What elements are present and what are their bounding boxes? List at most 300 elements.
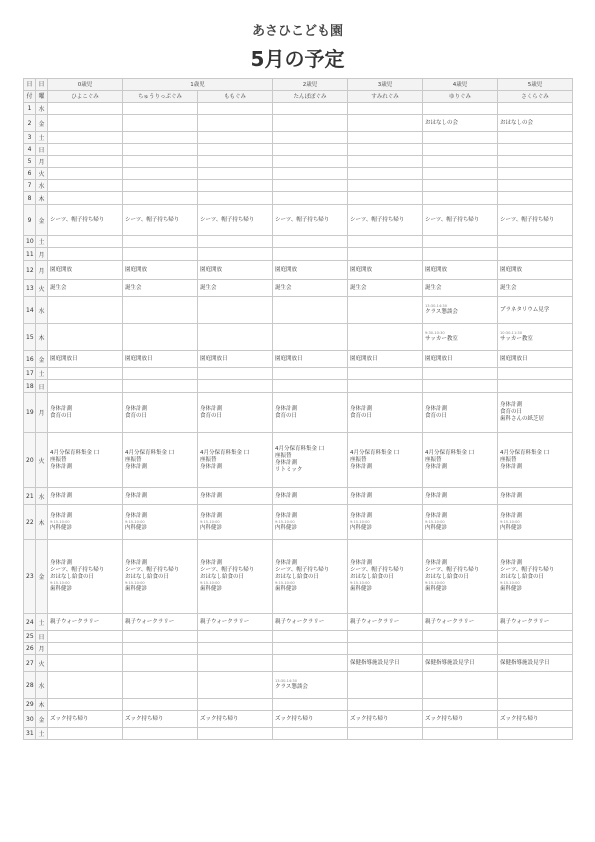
schedule-cell <box>423 368 498 380</box>
schedule-cell <box>498 711 573 728</box>
day-row <box>24 103 573 115</box>
event-text: 親子ウォークラリー <box>500 618 550 625</box>
schedule-cell <box>423 614 498 631</box>
schedule-cell <box>273 488 348 505</box>
event-time: 13:30-14:30 <box>425 304 448 308</box>
day-row <box>24 655 573 672</box>
schedule-cell <box>48 380 123 393</box>
event-text: 歯科さんの紙芝居 <box>500 416 545 422</box>
event-text: シーツ、帽子持ち帰り <box>125 567 180 573</box>
schedule-cell <box>348 132 423 144</box>
weekday: 金 <box>36 351 48 368</box>
event-text: 身体計測 <box>50 463 73 470</box>
event-text: おはなし給食の日 <box>500 574 545 580</box>
schedule-cell <box>498 324 573 351</box>
event-text: 園庭開放日 <box>200 355 228 362</box>
event-text: おはなし給食の日 <box>350 574 395 580</box>
weekday: 土 <box>36 132 48 144</box>
schedule-cell <box>198 380 273 393</box>
schedule-cell <box>198 248 273 261</box>
schedule-cell <box>423 324 498 351</box>
weekday: 水 <box>36 488 48 505</box>
event-text: 身体計測 <box>350 560 373 566</box>
schedule-cell <box>348 168 423 180</box>
schedule-cell <box>123 631 198 643</box>
schedule-cell <box>498 672 573 699</box>
monthly-schedule-table <box>23 78 573 740</box>
day-number: 12 <box>24 261 36 280</box>
schedule-cell <box>273 614 348 631</box>
event-text: 身体計測 <box>200 492 223 499</box>
schedule-cell <box>198 156 273 168</box>
schedule-cell <box>348 156 423 168</box>
schedule-cell <box>423 393 498 433</box>
schedule-cell <box>348 192 423 205</box>
event-text: 親子ウォークラリー <box>350 618 400 625</box>
schedule-cell <box>348 280 423 297</box>
schedule-cell <box>48 236 123 248</box>
event-text: 身体計測 <box>350 492 373 499</box>
schedule-cell <box>123 540 198 614</box>
schedule-cell <box>348 672 423 699</box>
class-header: さくらぐみ <box>498 91 573 103</box>
schedule-cell <box>48 180 123 192</box>
event-text: 身体計測 <box>50 512 73 519</box>
event-text: 歯科健診 <box>425 586 448 592</box>
schedule-cell <box>48 280 123 297</box>
schedule-cell <box>423 168 498 180</box>
schedule-cell <box>198 103 273 115</box>
schedule-cell <box>348 711 423 728</box>
schedule-cell <box>498 393 573 433</box>
event-text: 食育の日 <box>125 412 148 419</box>
event-text: 座振替 <box>425 456 442 463</box>
event-text: 食育の日 <box>500 409 523 415</box>
event-text: 誕生会 <box>350 284 367 291</box>
event-text: 誕生会 <box>275 284 292 291</box>
event-time: 9:15-10:00 <box>125 581 145 585</box>
event-text: 4月分保育料集金 口 <box>275 446 325 452</box>
schedule-cell <box>273 280 348 297</box>
event-text: シーツ、帽子持ち帰り <box>500 567 555 573</box>
class-header: ももぐみ <box>198 91 273 103</box>
event-text: 身体計測 <box>275 512 298 519</box>
day-row <box>24 324 573 351</box>
schedule-cell <box>198 643 273 655</box>
event-text: シーツ、帽子持ち帰り <box>50 567 105 573</box>
schedule-cell <box>48 368 123 380</box>
schedule-cell <box>198 505 273 540</box>
event-text: ズック持ち帰り <box>425 715 464 722</box>
event-text: 保健指導施設見学日 <box>425 659 475 666</box>
schedule-cell <box>498 351 573 368</box>
schedule-cell <box>348 380 423 393</box>
schedule-cell <box>423 540 498 614</box>
event-text: 身体計測 <box>200 405 223 412</box>
schedule-cell <box>423 132 498 144</box>
event-text: おはなし給食の日 <box>275 574 320 580</box>
event-text: 食育の日 <box>425 412 448 419</box>
day-row <box>24 643 573 655</box>
event-text: 身体計測 <box>500 402 523 408</box>
event-time: 9:15-10:00 <box>425 519 445 524</box>
event-text: 座振替 <box>350 456 367 463</box>
schedule-cell <box>273 168 348 180</box>
event-text: 身体計測 <box>50 492 73 499</box>
class-header: ちゅうりっぷぐみ <box>123 91 198 103</box>
day-number: 17 <box>24 368 36 380</box>
day-number: 16 <box>24 351 36 368</box>
day-number: 10 <box>24 236 36 248</box>
event-text: ズック持ち帰り <box>350 715 389 722</box>
schedule-cell <box>498 655 573 672</box>
schedule-cell <box>498 540 573 614</box>
event-text: 座振替 <box>275 453 292 459</box>
day-number: 14 <box>24 297 36 324</box>
schedule-cell <box>423 351 498 368</box>
day-row <box>24 297 573 324</box>
event-text: 園庭開放日 <box>50 355 78 362</box>
schedule-cell <box>423 711 498 728</box>
schedule-cell <box>198 699 273 711</box>
schedule-cell <box>198 297 273 324</box>
day-number: 28 <box>24 672 36 699</box>
class-header: すみれぐみ <box>348 91 423 103</box>
event-text: 身体計測 <box>275 405 298 412</box>
schedule-cell <box>273 368 348 380</box>
schedule-cell <box>423 643 498 655</box>
event-text: 園庭開放日 <box>350 355 378 362</box>
event-text: 園庭開放日 <box>275 355 303 362</box>
event-text: 内科健診 <box>350 524 373 531</box>
event-text: 親子ウォークラリー <box>275 618 325 625</box>
event-text: 食育の日 <box>275 412 298 419</box>
event-time: 9:15-10:00 <box>50 519 70 524</box>
schedule-cell <box>498 115 573 132</box>
day-number: 13 <box>24 280 36 297</box>
event-text: 身体計測 <box>50 405 73 412</box>
schedule-cell <box>423 248 498 261</box>
day-number: 27 <box>24 655 36 672</box>
day-number: 31 <box>24 728 36 740</box>
day-number: 29 <box>24 699 36 711</box>
day-column-header: 日 <box>24 79 36 91</box>
event-text: 園庭開放 <box>350 266 373 273</box>
schedule-cell <box>273 728 348 740</box>
schedule-cell <box>348 261 423 280</box>
schedule-cell <box>498 368 573 380</box>
schedule-cell <box>498 103 573 115</box>
weekday: 火 <box>36 280 48 297</box>
event-text: サッカー教室 <box>500 336 533 342</box>
schedule-cell <box>498 205 573 236</box>
schedule-cell <box>498 261 573 280</box>
weekday: 金 <box>36 205 48 236</box>
weekday: 水 <box>36 672 48 699</box>
event-text: 身体計測 <box>425 405 448 412</box>
age-group-header: 5歳児 <box>498 79 573 91</box>
day-number: 9 <box>24 205 36 236</box>
schedule-cell <box>273 351 348 368</box>
weekday: 月 <box>36 248 48 261</box>
event-text: ズック持ち帰り <box>500 715 539 722</box>
schedule-cell <box>48 351 123 368</box>
weekday: 月 <box>36 261 48 280</box>
schedule-cell <box>273 699 348 711</box>
event-text: ズック持ち帰り <box>275 715 314 722</box>
event-text: 保健指導施設見学日 <box>500 659 550 666</box>
event-text: 身体計測 <box>125 463 148 470</box>
weekday: 日 <box>36 144 48 156</box>
event-text: 身体計測 <box>500 492 523 499</box>
schedule-cell <box>423 297 498 324</box>
event-text: 身体計測 <box>125 405 148 412</box>
day-number: 22 <box>24 505 36 540</box>
schedule-cell <box>48 103 123 115</box>
day-row <box>24 205 573 236</box>
weekday: 月 <box>36 393 48 433</box>
schedule-cell <box>48 132 123 144</box>
schedule-cell <box>423 103 498 115</box>
day-row <box>24 505 573 540</box>
day-row <box>24 380 573 393</box>
schedule-cell <box>48 614 123 631</box>
schedule-cell <box>198 351 273 368</box>
schedule-cell <box>273 103 348 115</box>
schedule-cell <box>348 433 423 488</box>
day-number: 1 <box>24 103 36 115</box>
event-text: 歯科健診 <box>125 586 148 592</box>
schedule-cell <box>273 144 348 156</box>
weekday: 木 <box>36 699 48 711</box>
schedule-cell <box>273 393 348 433</box>
event-text: 内科健診 <box>125 524 148 531</box>
weekday: 水 <box>36 180 48 192</box>
event-text: 座振替 <box>500 456 517 463</box>
day-number: 23 <box>24 540 36 614</box>
weekday: 火 <box>36 168 48 180</box>
event-text: おはなし給食の日 <box>125 574 170 580</box>
weekday-column-header: 曜 <box>36 91 48 103</box>
event-text: シーツ、帽子持ち帰り <box>200 216 255 223</box>
event-text: 園庭開放日 <box>125 355 153 362</box>
event-text: シーツ、帽子持ち帰り <box>350 567 405 573</box>
day-row <box>24 488 573 505</box>
schedule-cell <box>123 248 198 261</box>
schedule-cell <box>48 205 123 236</box>
day-row <box>24 192 573 205</box>
age-group-header-row <box>24 79 573 91</box>
schedule-cell <box>198 488 273 505</box>
event-time: 9:15-10:00 <box>200 581 220 585</box>
event-text: 座振替 <box>200 456 217 463</box>
event-text: 座振替 <box>125 456 142 463</box>
schedule-cell <box>123 261 198 280</box>
day-row <box>24 699 573 711</box>
day-number: 6 <box>24 168 36 180</box>
event-text: 身体計測 <box>425 463 448 470</box>
event-text: 歯科健診 <box>500 586 523 592</box>
schedule-cell <box>123 699 198 711</box>
event-text: 身体計測 <box>500 512 523 519</box>
organization-name: あさひこども園 <box>251 24 343 39</box>
day-row <box>24 180 573 192</box>
event-text: 内科健診 <box>200 524 223 531</box>
weekday: 金 <box>36 711 48 728</box>
event-text: シーツ、帽子持ち帰り <box>425 567 480 573</box>
event-text: 園庭開放 <box>275 266 298 273</box>
schedule-cell <box>273 643 348 655</box>
event-text: 内科健診 <box>50 524 73 531</box>
event-text: プラネタリウム見学 <box>500 306 550 313</box>
schedule-cell <box>423 728 498 740</box>
event-text: 身体計測 <box>425 560 448 566</box>
schedule-cell <box>48 248 123 261</box>
day-row <box>24 368 573 380</box>
event-text: 歯科健診 <box>50 586 73 592</box>
event-text: 身体計測 <box>200 560 223 566</box>
schedule-cell <box>123 168 198 180</box>
event-text: 身体計測 <box>200 512 223 519</box>
day-number: 18 <box>24 380 36 393</box>
schedule-cell <box>423 380 498 393</box>
event-text: 誕生会 <box>50 284 67 291</box>
age-group-header: 4歳児 <box>423 79 498 91</box>
event-time: 9:15-10:00 <box>350 519 370 524</box>
event-text: 身体計測 <box>350 405 373 412</box>
weekday: 金 <box>36 115 48 132</box>
schedule-cell <box>423 433 498 488</box>
schedule-cell <box>423 505 498 540</box>
schedule-cell <box>48 433 123 488</box>
schedule-cell <box>423 115 498 132</box>
schedule-cell <box>498 728 573 740</box>
day-number: 8 <box>24 192 36 205</box>
schedule-cell <box>498 631 573 643</box>
schedule-cell <box>423 144 498 156</box>
weekday: 土 <box>36 728 48 740</box>
schedule-cell <box>348 324 423 351</box>
schedule-cell <box>498 180 573 192</box>
schedule-cell <box>348 614 423 631</box>
schedule-cell <box>123 505 198 540</box>
weekday: 水 <box>36 297 48 324</box>
day-number: 3 <box>24 132 36 144</box>
day-column-header: 付 <box>24 91 36 103</box>
event-text: おはなしの会 <box>500 119 534 126</box>
event-time: 9:15-10:00 <box>500 581 520 585</box>
schedule-cell <box>48 672 123 699</box>
schedule-cell <box>123 103 198 115</box>
schedule-cell <box>198 168 273 180</box>
weekday: 火 <box>36 433 48 488</box>
schedule-cell <box>48 655 123 672</box>
schedule-cell <box>123 672 198 699</box>
schedule-cell <box>348 180 423 192</box>
schedule-cell <box>273 324 348 351</box>
event-text: 歯科健診 <box>200 586 223 592</box>
day-number: 5 <box>24 156 36 168</box>
weekday: 土 <box>36 614 48 631</box>
schedule-cell <box>348 540 423 614</box>
event-text: 身体計測 <box>125 560 148 566</box>
schedule-cell <box>423 631 498 643</box>
schedule-cell <box>48 156 123 168</box>
day-row <box>24 711 573 728</box>
event-text: 誕生会 <box>200 284 217 291</box>
schedule-cell <box>48 324 123 351</box>
event-text: 歯科健診 <box>350 586 373 592</box>
schedule-cell <box>273 540 348 614</box>
schedule-cell <box>498 614 573 631</box>
schedule-cell <box>198 192 273 205</box>
schedule-cell <box>48 393 123 433</box>
event-text: おはなしの会 <box>425 119 459 126</box>
schedule-cell <box>273 156 348 168</box>
schedule-cell <box>423 192 498 205</box>
schedule-cell <box>348 248 423 261</box>
event-text: 身体計測 <box>425 492 448 499</box>
schedule-cell <box>348 144 423 156</box>
day-row <box>24 631 573 643</box>
event-text: 親子ウォークラリー <box>125 618 175 625</box>
event-time: 9:15-10:00 <box>275 519 295 524</box>
event-text: 誕生会 <box>125 284 142 291</box>
event-text: 歯科健診 <box>275 586 298 592</box>
schedule-cell <box>423 236 498 248</box>
day-row <box>24 351 573 368</box>
schedule-cell <box>273 205 348 236</box>
schedule-cell <box>123 380 198 393</box>
schedule-cell <box>48 540 123 614</box>
schedule-cell <box>348 488 423 505</box>
event-text: シーツ、帽子持ち帰り <box>50 216 105 223</box>
event-time: 9:15-10:00 <box>50 581 70 585</box>
schedule-cell <box>48 115 123 132</box>
event-text: おはなし給食の日 <box>425 574 470 580</box>
event-text: 園庭開放日 <box>425 355 453 362</box>
age-group-header: 1歳児 <box>123 79 273 91</box>
schedule-cell <box>498 168 573 180</box>
event-time: 9:15-10:00 <box>200 519 220 524</box>
schedule-cell <box>423 672 498 699</box>
schedule-cell <box>198 261 273 280</box>
schedule-cell <box>198 205 273 236</box>
event-text: 身体計測 <box>500 463 523 470</box>
schedule-cell <box>498 192 573 205</box>
event-text: 園庭開放 <box>425 266 448 273</box>
event-text: 4月分保育料集金 口 <box>425 449 475 456</box>
schedule-cell <box>423 205 498 236</box>
schedule-cell <box>348 631 423 643</box>
event-text: 身体計測 <box>350 512 373 519</box>
day-number: 15 <box>24 324 36 351</box>
schedule-cell <box>273 505 348 540</box>
schedule-cell <box>348 655 423 672</box>
schedule-cell <box>498 156 573 168</box>
weekday: 日 <box>36 380 48 393</box>
event-text: 身体計測 <box>50 560 73 566</box>
event-text: 内科健診 <box>425 524 448 531</box>
schedule-cell <box>48 168 123 180</box>
schedule-cell <box>198 433 273 488</box>
day-number: 11 <box>24 248 36 261</box>
event-text: 身体計測 <box>425 512 448 519</box>
schedule-cell <box>348 393 423 433</box>
day-row <box>24 248 573 261</box>
schedule-cell <box>48 643 123 655</box>
class-header-row <box>24 91 573 103</box>
